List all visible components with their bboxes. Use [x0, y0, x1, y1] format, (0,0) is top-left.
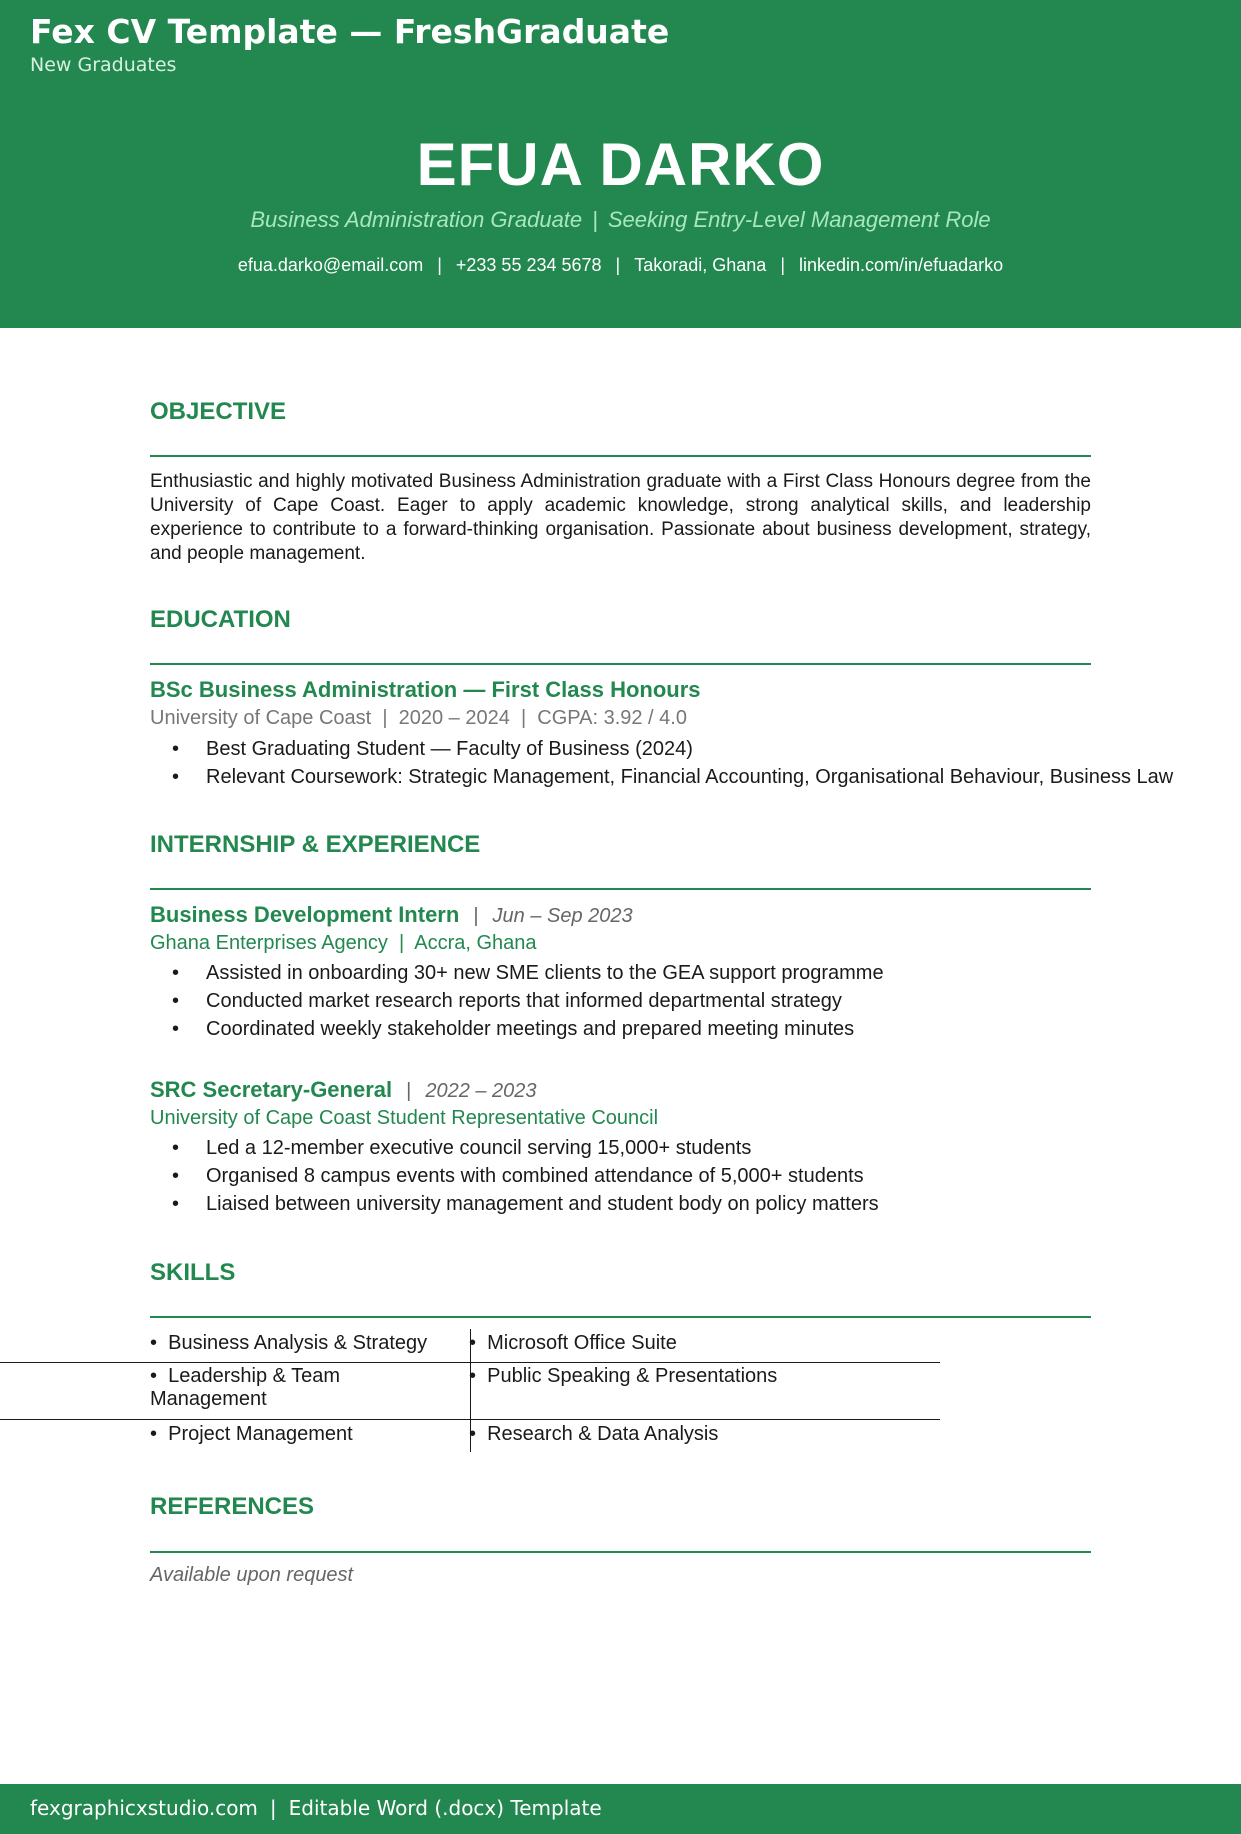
skill-item: • Public Speaking & Presentations — [469, 1365, 778, 1387]
contact-email[interactable]: efua.darko@email.com — [237, 255, 424, 275]
contact-separator: | — [437, 255, 442, 275]
contact-separator: | — [780, 255, 786, 275]
job-title: SRC Secretary-General — [150, 1077, 393, 1102]
bullet-text: Led a 12-member executive council serving 15,000+ students — [206, 1137, 752, 1159]
experience-bullets — [150, 1134, 879, 1218]
references-heading: REFERENCES — [150, 1493, 315, 1520]
template-title: Fex CV Template — FreshGraduate — [30, 12, 670, 51]
experience-entry-title — [150, 1077, 537, 1103]
template-subtitle: New Graduates — [30, 54, 177, 76]
table-divider — [0, 1419, 940, 1420]
footer-note: Editable Word (.docx) Template — [288, 1796, 602, 1820]
contact-location: Takoradi, Ghana — [634, 255, 767, 275]
bullet-text: Assisted in onboarding 30+ new SME clients to the GEA support programme — [206, 962, 884, 984]
footer-separator: | — [269, 1796, 277, 1820]
headline-separator: | — [592, 207, 598, 232]
skill-item: • Project Management — [150, 1423, 353, 1445]
skills-heading: SKILLS — [150, 1259, 236, 1286]
degree-title: BSc Business Administration — First Class Honours — [150, 677, 701, 702]
bullet-text: Conducted market research reports that informed departmental strategy — [206, 990, 842, 1012]
list-item — [150, 735, 1173, 763]
candidate-name: EFUA DARKO — [416, 131, 825, 198]
objective-text: Enthusiastic and highly motivated Business Administration graduate with a First Class Honours degree from the University of Cape Coast. Eager to apply academic knowledge, strong analytical skills, and leadership experience to contribute to a forward-thinking organisation. Passionate about business development, strategy, and people management. — [150, 471, 1091, 564]
section-divider — [150, 888, 1091, 890]
list-item — [150, 1162, 879, 1190]
education-bullets — [150, 735, 1173, 791]
job-organisation: Ghana Enterprises Agency | Accra, Ghana — [150, 932, 537, 954]
section-divider — [150, 1551, 1091, 1553]
contact-phone: +233 55 234 5678 — [455, 255, 602, 275]
references-text: Available upon request — [150, 1564, 354, 1586]
section-divider — [150, 1316, 1091, 1318]
list-item — [150, 763, 1173, 791]
experience-entry-title — [150, 902, 633, 928]
section-divider — [150, 663, 1091, 665]
section-divider — [150, 455, 1091, 457]
table-divider — [0, 1362, 940, 1363]
skill-item: • Leadership & Team Management — [150, 1365, 346, 1410]
bullet-text: Relevant Coursework: Strategic Management, Financial Accounting, Organisational Behaviour, Business Law — [206, 766, 1174, 788]
list-item — [150, 959, 884, 987]
bullet-dot: • — [172, 738, 180, 760]
experience-heading: INTERNSHIP & EXPERIENCE — [150, 831, 481, 858]
headline-degree: Business Administration Graduate — [250, 207, 583, 232]
job-date: Jun – Sep 2023 — [492, 905, 633, 927]
bullet-dot: • — [172, 962, 180, 984]
list-item — [150, 987, 884, 1015]
list-item — [150, 1015, 884, 1043]
footer-band — [0, 1784, 1241, 1834]
objective-heading: OBJECTIVE — [150, 398, 287, 425]
bullet-dot: • — [172, 1018, 180, 1040]
title-separator: | — [406, 1080, 412, 1102]
bullet-dot: • — [172, 1137, 180, 1159]
footer-site-link[interactable]: fexgraphicxstudio.com — [30, 1796, 258, 1820]
job-date: 2022 – 2023 — [425, 1080, 537, 1102]
bullet-text: Best Graduating Student — Faculty of Business (2024) — [206, 738, 693, 760]
list-item — [150, 1134, 879, 1162]
bullet-text: Coordinated weekly stakeholder meetings and prepared meeting minutes — [206, 1018, 855, 1040]
experience-bullets — [150, 959, 884, 1043]
contact-line — [0, 255, 1241, 276]
job-organisation: University of Cape Coast Student Representative Council — [150, 1107, 659, 1129]
skill-item: • Microsoft Office Suite — [469, 1332, 677, 1354]
bullet-dot: • — [172, 1193, 180, 1215]
footer-text — [30, 1796, 602, 1820]
skill-item: • Business Analysis & Strategy — [150, 1332, 428, 1354]
education-heading: EDUCATION — [150, 606, 291, 633]
skills-table — [0, 1329, 940, 1452]
job-title: Business Development Intern — [150, 902, 460, 927]
bullet-dot: • — [172, 1165, 180, 1187]
bullet-text: Liaised between university management and student body on policy matters — [206, 1193, 879, 1215]
bullet-dot: • — [172, 766, 180, 788]
bullet-text: Organised 8 campus events with combined attendance of 5,000+ students — [206, 1165, 864, 1187]
list-item — [150, 1190, 879, 1218]
contact-linkedin[interactable]: linkedin.com/in/efuadarko — [799, 255, 1004, 275]
education-meta: University of Cape Coast | 2020 – 2024 | CGPA: 3.92 / 4.0 — [150, 707, 687, 729]
title-separator: | — [473, 905, 479, 927]
header-band — [0, 0, 1241, 328]
headline-goal: Seeking Entry-Level Management Role — [607, 207, 991, 232]
contact-separator: | — [615, 255, 621, 275]
bullet-dot: • — [172, 990, 180, 1012]
skill-item: • Research & Data Analysis — [469, 1423, 719, 1445]
candidate-headline — [0, 207, 1241, 233]
